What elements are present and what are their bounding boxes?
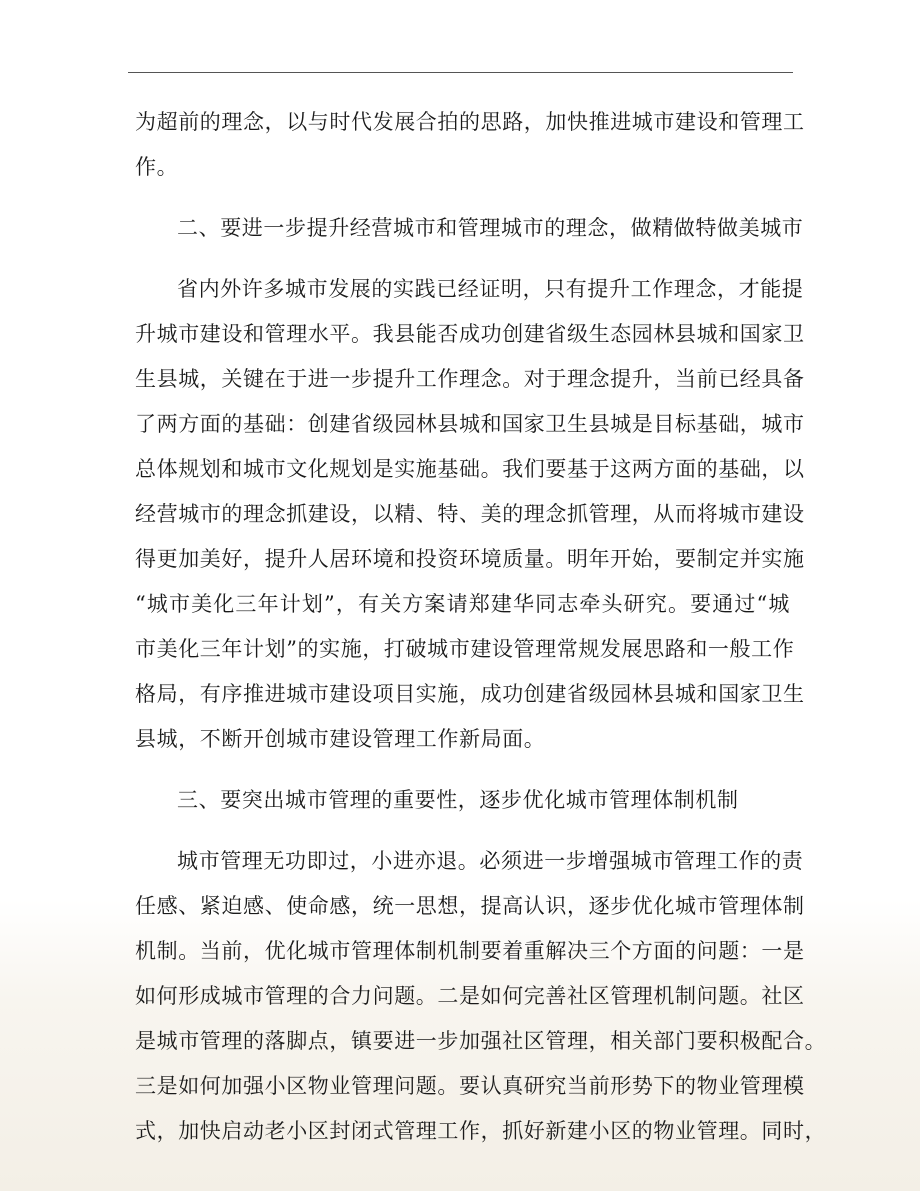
text-line: 机制。当前，优化城市管理体制机制要着重解决三个方面的问题：一是 — [135, 939, 805, 963]
text-line: 经营城市的理念抓建设，以精、特、美的理念抓管理，从而将城市建设 — [135, 502, 805, 526]
text-line: 三是如何加强小区物业管理问题。要认真研究当前形势下的物业管理模 — [135, 1074, 805, 1098]
text-line: 作。 — [135, 155, 179, 179]
text-line: 城市管理无功即过，小进亦退。必须进一步增强城市管理工作的责 — [177, 849, 804, 873]
text-line: “城市美化三年计划”，有关方案请郑建华同志牵头研究。要通过“城 — [135, 592, 790, 616]
text-line: 了两方面的基础：创建省级园林县城和国家卫生县城是目标基础，城市 — [135, 412, 805, 436]
section-heading-2: 二、要进一步提升经营城市和管理城市的理念，做精做特做美城市 — [177, 216, 804, 240]
text-line: 为超前的理念，以与时代发展合拍的思路，加快推进城市建设和管理工 — [135, 110, 805, 134]
text-line: 格局，有序推进城市建设项目实施，成功创建省级园林县城和国家卫生 — [135, 682, 805, 706]
paragraph — [135, 267, 805, 762]
text-line: 是城市管理的落脚点，镇要进一步加强社区管理，相关部门要积极配合。 — [135, 1029, 827, 1053]
paragraph — [135, 839, 827, 1154]
text-line: 总体规划和城市文化规划是实施基础。我们要基于这两方面的基础，以 — [135, 457, 805, 481]
section-heading-3: 三、要突出城市管理的重要性，逐步优化城市管理体制机制 — [177, 788, 739, 812]
text-line: 升城市建设和管理水平。我县能否成功创建省级生态园林县城和国家卫 — [135, 322, 805, 346]
paragraph-continuation — [135, 100, 805, 190]
text-line: 生县城，关键在于进一步提升工作理念。对于理念提升，当前已经具备 — [135, 367, 805, 391]
text-line: 式，加快启动老小区封闭式管理工作，抓好新建小区的物业管理。同时， — [135, 1119, 827, 1143]
text-line: 任感、紧迫感、使命感，统一思想，提高认识，逐步优化城市管理体制 — [135, 894, 805, 918]
text-line: 县城，不断开创城市建设管理工作新局面。 — [135, 727, 546, 751]
text-line: 如何形成城市管理的合力问题。二是如何完善社区管理机制问题。社区 — [135, 984, 805, 1008]
header-rule — [128, 72, 793, 73]
text-line: 得更加美好，提升人居环境和投资环境质量。明年开始，要制定并实施 — [135, 547, 805, 571]
document-body — [135, 100, 827, 1154]
text-line: 省内外许多城市发展的实践已经证明，只有提升工作理念，才能提 — [177, 277, 804, 301]
text-line: 市美化三年计划”的实施，打破城市建设管理常规发展思路和一般工作 — [135, 637, 795, 661]
